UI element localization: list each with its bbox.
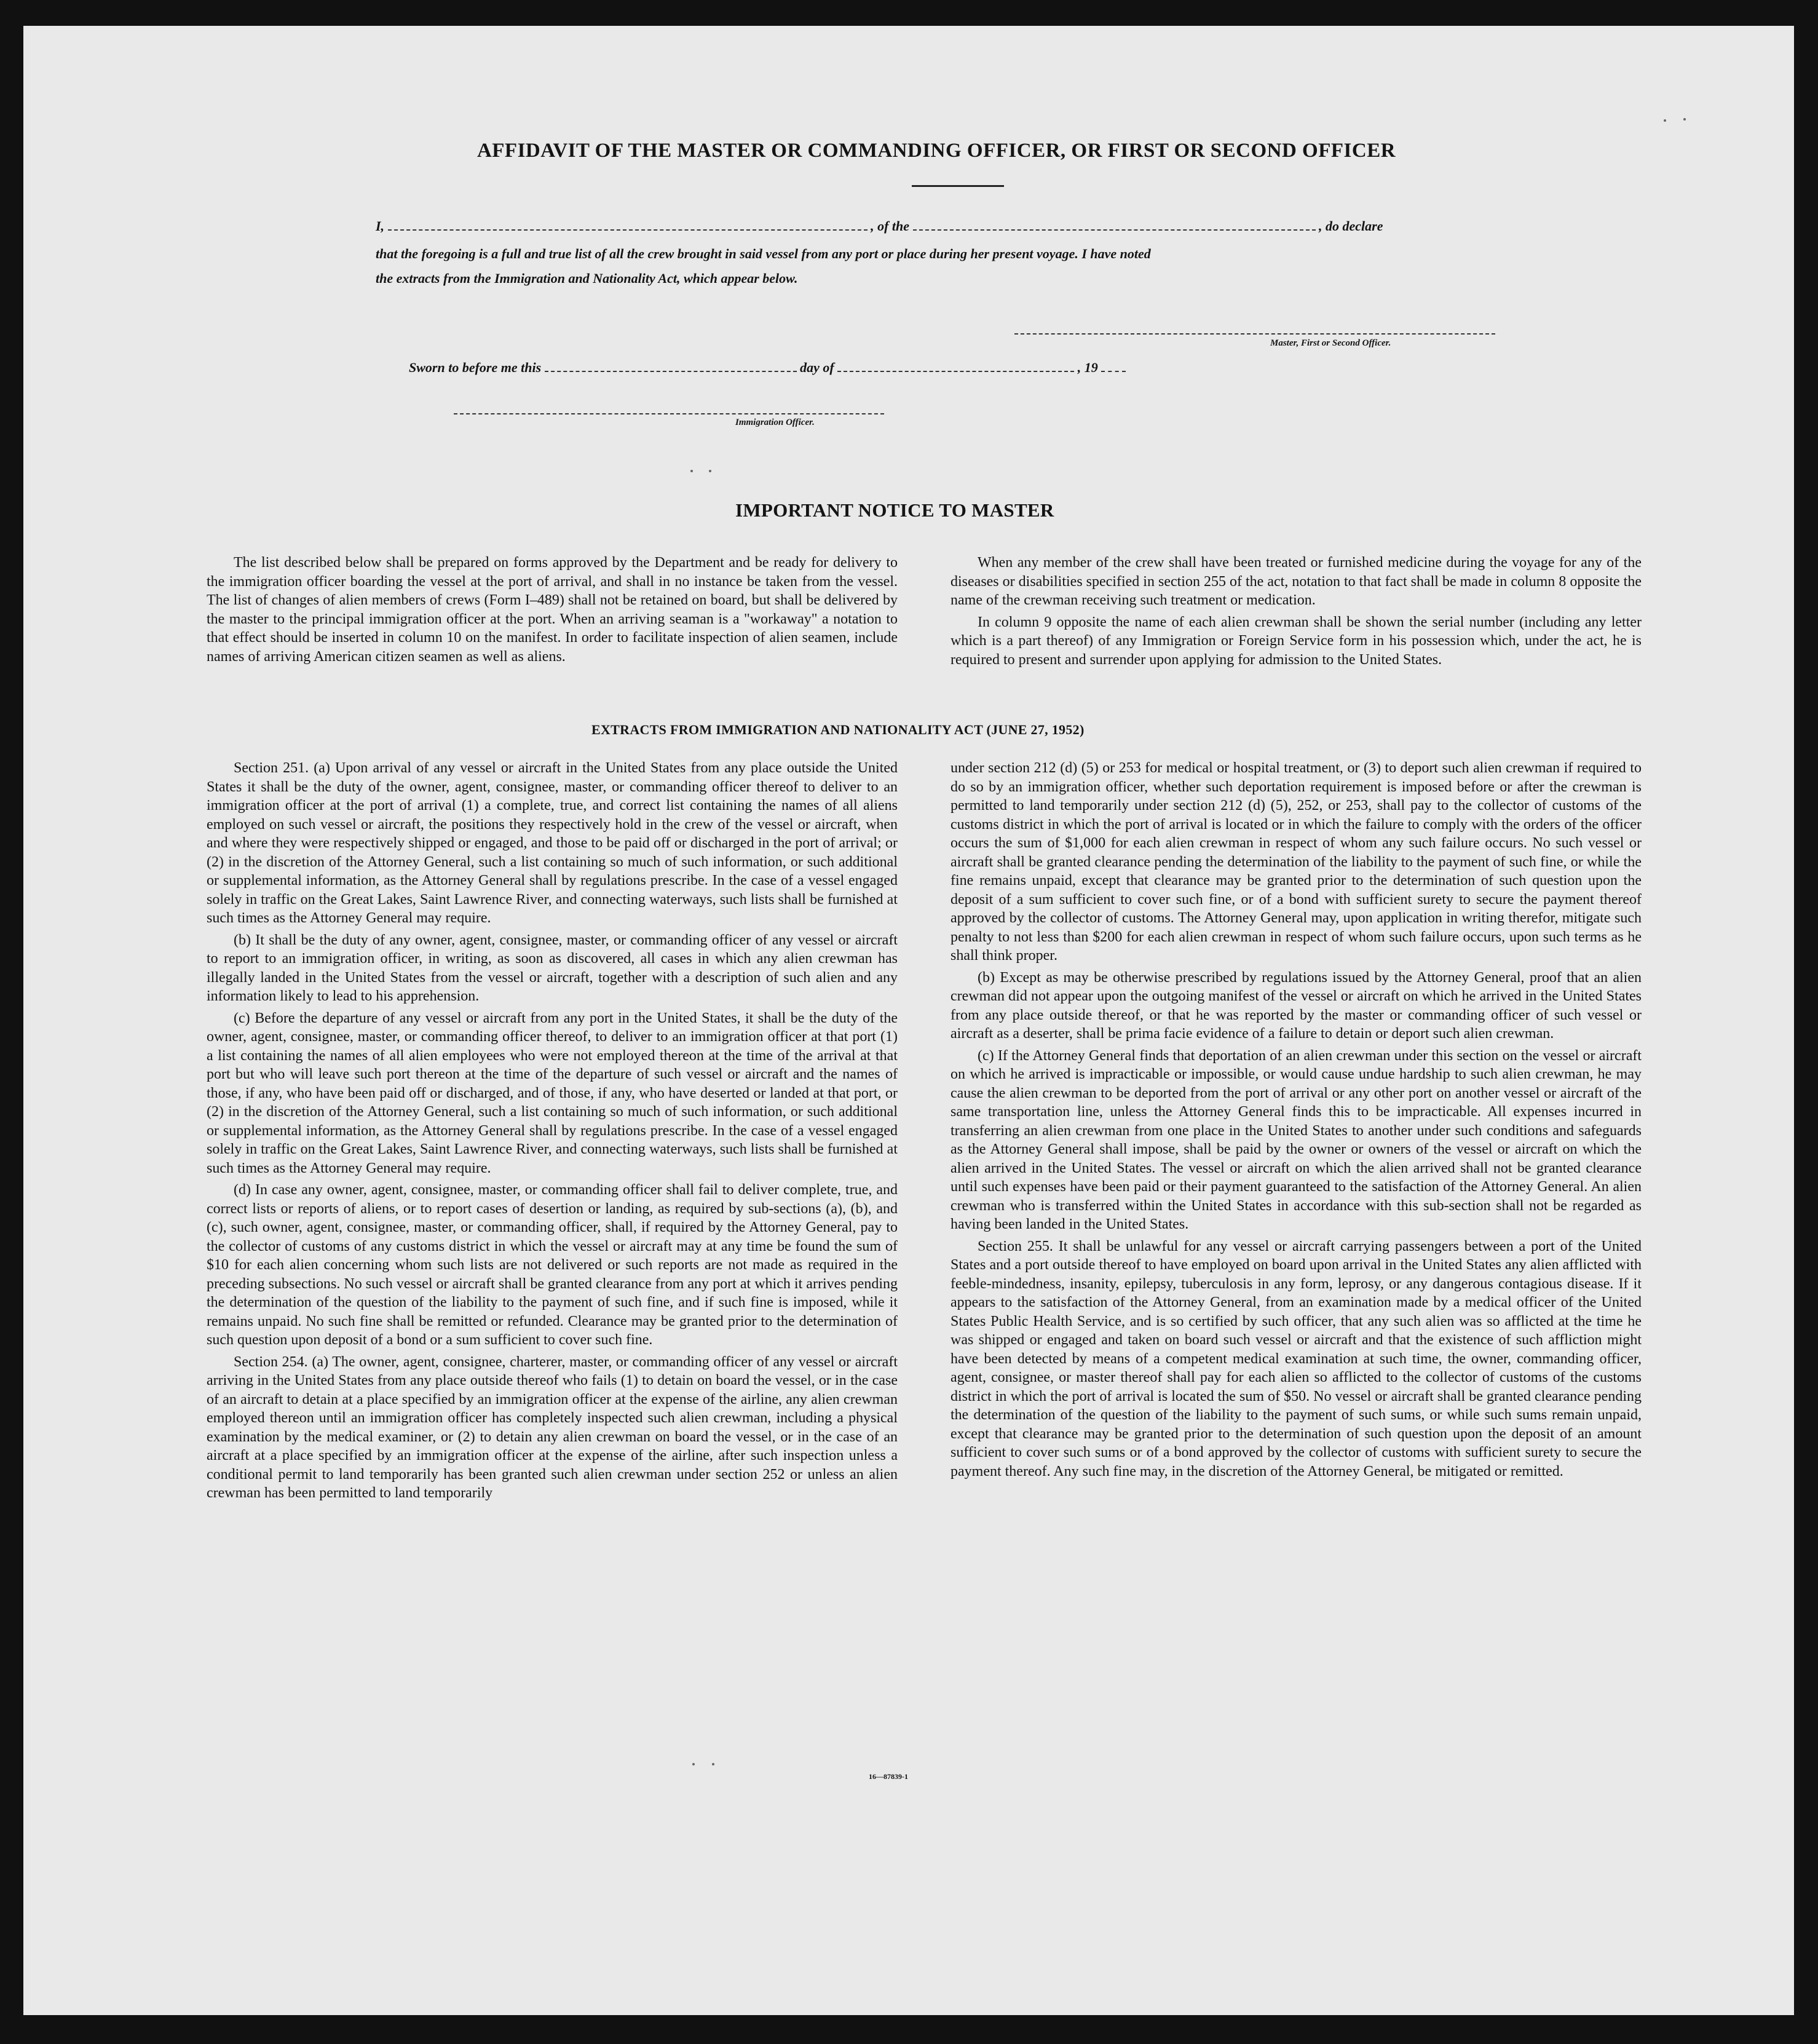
declaration-i-label: I,	[376, 218, 385, 234]
section-251-a: Section 251. (a) Upon arrival of any vessel or aircraft in the United States from any place outside the United States it shall be the duty of the owner, agent, consignee, master, or commanding officer thereof to deliver to an immigration officer at the port of arrival (1) a complete, true, and correct list containing the names of all aliens employed on such vessel or aircraft, the positions they respectively hold in the crew of the vessel or aircraft, when and where they were respectively shipped or engaged, and those to be paid off or discharged in the port of arrival; or (2) in the discretion of the Attorney General, such a list containing so much of such information, or such additional or supplemental information, as the Attorney General shall by regulations prescribe. In the case of a vessel engaged solely in traffic on the Great Lakes, Saint Lawrence River, and connecting waterways, such lists shall be furnished at such times as the Attorney General may require.	[207, 760, 898, 926]
form-code: 16—87839-1	[869, 1772, 908, 1781]
section-254-b: (b) Except as may be otherwise prescribed by regulations issued by the Attorney General, proof that an alien crewman did not appear upon the outgoing manifest of the vessel or aircraft on which he arrived in the United States from any place outside thereof, or that he was reported by the master or commanding officer of such vessel or aircraft as a deserter, shall be prima facie evidence of a failure to detain or deport such alien crewman.	[950, 969, 1642, 1042]
notice-right-paragraph-1: When any member of the crew shall have been treated or furnished medicine during the voyage for any of the diseases or disabilities specified in section 255 of the act, notation to that fact shall be made in column 8 opposite the name of the crewman receiving such treatment or medication.	[950, 555, 1642, 608]
notice-right-paragraph-2: In column 9 opposite the name of each alien crewman shall be shown the serial number (including any letter which is a part thereof) of any Immigration or Foreign Service form in his possession which, under the act, he is required to present and surrender upon applying for admission to the United States.	[950, 614, 1642, 668]
extracts-left-column	[207, 759, 898, 1506]
document-page	[23, 26, 1794, 2015]
vessel-name-field[interactable]	[913, 218, 1316, 231]
affidavit-title: AFFIDAVIT OF THE MASTER OR COMMANDING OFFICER, OR FIRST OR SECOND OFFICER	[476, 140, 1396, 162]
declarant-name-field[interactable]	[388, 218, 868, 231]
declaration-line-2: that the foregoing is a full and true list of all the crew brought in said vessel from any port or place during her present voyage. I have noted	[376, 246, 1151, 261]
scan-speck	[709, 470, 711, 472]
section-251-b: (b) It shall be the duty of any owner, agent, consignee, master, or commanding officer of any vessel or aircraft to report to an immigration officer, in writing, as soon as discovered, all cases in which any alien crewman has illegally landed in the United States from the vessel or aircraft, together with a description of such alien and any information likely to lead to his apprehension.	[207, 932, 898, 1004]
scan-speck	[1683, 118, 1686, 121]
extracts-right-column	[950, 759, 1642, 1484]
sworn-month-field[interactable]	[837, 360, 1074, 372]
section-251-d: (d) In case any owner, agent, consignee, master, or commanding officer shall fail to deliver complete, true, and correct lists or reports of aliens, or to report cases of desertion or landing, as required by sub-sections (a), (b), and (c), such owner, agent, consignee, master, or commanding officer, shall, if required by the Attorney General, pay to the collector of customs of any customs district in which the vessel or aircraft may at any time be found the sum of $10 for each alien concerning whom such lists are not delivered or such reports are not made as required in the preceding subsections. No such vessel or aircraft shall be granted clearance from any port at which it arrives pending the determination of the question of the liability to the payment of such fine, and if such fine is imposed, while it remains unpaid. No such fine shall be remitted or refunded. Clearance may be granted prior to the determination of such question upon deposit of a bond or a sum sufficient to cover such fine.	[207, 1182, 898, 1348]
section-251-c: (c) Before the departure of any vessel or aircraft from any port in the United States, it shall be the duty of the owner, agent, consignee, master, or commanding officer thereof, to deliver to an immigration officer at that port (1) a list containing the names of all alien employees who were not employed thereon at the time of the arrival at that port but who will leave such port thereon at the time of the departure of such vessel or aircraft and the names of those, if any, who have been paid off or discharged, and of those, if any, who have deserted or landed at that port, or (2) in the discretion of the Attorney General, such a list containing so much of such information, or such additional or supplemental information, as the Attorney General shall by regulations prescribe. In the case of a vessel engaged solely in traffic on the Great Lakes, Saint Lawrence River, and connecting waterways, such lists shall be furnished at such times as the Attorney General may require.	[207, 1010, 898, 1176]
scan-speck	[690, 470, 693, 472]
master-signature-line[interactable]	[1014, 333, 1495, 335]
notice-left-paragraph: The list described below shall be prepared on forms approved by the Department and be ready for delivery to the immigration officer boarding the vessel at the port of arrival, and shall in no instance be taken from the vessel. The list of changes of alien members of crews (Form I–489) shall not be retained on board, but shall be delivered by the master to the principal immigration officer at the port. When an arriving seaman is a "workaway" a notation to that effect should be inserted in column 10 on the manifest. In order to facilitate inspection of alien seamen, include names of arriving American citizen seamen as well as aliens.	[207, 555, 898, 665]
title-underline	[912, 185, 1004, 187]
notice-heading: IMPORTANT NOTICE TO MASTER	[735, 499, 1054, 521]
year-prefix-label: , 19	[1077, 360, 1098, 375]
declaration-line-1	[376, 218, 1501, 234]
master-signature-caption: Master, First or Second Officer.	[1270, 338, 1391, 348]
sworn-label: Sworn to before me this	[409, 360, 542, 375]
extracts-heading: EXTRACTS FROM IMMIGRATION AND NATIONALITY ACT (JUNE 27, 1952)	[591, 722, 1085, 737]
scan-speck	[692, 1763, 695, 1765]
officer-signature-line[interactable]	[454, 413, 884, 414]
sworn-line	[409, 360, 1208, 376]
sworn-day-field[interactable]	[545, 360, 797, 372]
section-254-a-continued: under section 212 (d) (5) or 253 for medical or hospital treatment, or (3) to deport such alien crewman if required to do so by an immigration officer, whether such deportation requirement is imposed before or after the crewman is permitted to land temporarily under section 212 (d) (5), 252, or 253, shall pay to the collector of customs of the customs district in which the port of arrival is located or in which the failure to comply with the orders of the officer occurs the sum of $1,000 for each alien crewman in respect of whom any such failure occurs. No such vessel or aircraft shall be granted clearance pending the determination of the liability to the payment of such fine, or while the fine remains unpaid, except that clearance may be granted prior to the determination of such question upon the deposit of a sum sufficient to cover such fine, or of a bond with sufficient surety to secure the payment thereof approved by the collector of customs. The Attorney General may, upon application in writing therefor, mitigate such penalty to not less than $200 for each alien crewman in respect of whom such failure occurs, upon such terms as he shall think proper.	[950, 760, 1642, 964]
notice-left-column	[207, 553, 898, 669]
day-of-label: day of	[800, 360, 834, 375]
declaration-do-declare-label: , do declare	[1319, 218, 1383, 234]
declaration-of-the-label: , of the	[871, 218, 910, 234]
notice-right-column	[950, 553, 1642, 672]
declaration-line-3: the extracts from the Immigration and Nationality Act, which appear below.	[376, 271, 798, 286]
section-254-a: Section 254. (a) The owner, agent, consignee, charterer, master, or commanding officer of any vessel or aircraft arriving in the United States from any place outside thereof who fails (1) to detain on board the vessel, or in the case of an aircraft to detain at a place specified by an immigration officer at the expense of the airline, any alien crewman employed thereon until an immigration officer has completely inspected such alien crewman, including a physical examination by the medical examiner, or (2) to detain any alien crewman on board the vessel, or in the case of an aircraft at a place specified by an immigration officer at the expense of the airline, after such inspection unless a conditional permit to land temporarily has been granted such alien crewman under section 252 or unless an alien crewman has been permitted to land temporarily	[207, 1353, 898, 1501]
sworn-year-field[interactable]	[1101, 360, 1126, 372]
section-255: Section 255. It shall be unlawful for any vessel or aircraft carrying passengers between a port of the United States and a port outside thereof to have employed on board upon arrival in the United States any alien afflicted with feeble-mindedness, insanity, epilepsy, tuberculosis in any form, leprosy, or any dangerous contagious disease. If it appears to the satisfaction of the Attorney General, from an examination made by a medical officer of the United States Public Health Service, and is so certified by such officer, that any such alien was so afflicted at the time he was shipped or engaged and taken on board such vessel or aircraft and that the existence of such affliction might have been detected by means of a competent medical examination at such time, the owner, commanding officer, agent, consignee, or master thereof shall pay for each alien so afflicted to the collector of customs of the customs district in which the port of arrival is located the sum of $50. No vessel or aircraft shall be granted clearance pending the determination of the question of the liability to the payment of such sums, or while such sums remain unpaid, except that clearance may be granted prior to the determination of such question upon the deposit of an amount sufficient to cover such sums or of a bond approved by the collector of customs with sufficient surety to secure the payment thereof. Any such fine may, in the discretion of the Attorney General, be mitigated or remitted.	[950, 1238, 1642, 1480]
scan-speck	[712, 1763, 714, 1765]
officer-signature-caption: Immigration Officer.	[735, 418, 815, 427]
scan-speck	[1664, 119, 1666, 122]
section-254-c: (c) If the Attorney General finds that deportation of an alien crewman under this section on the vessel or aircraft on which he arrived is impracticable or impossible, or would cause undue hardship to such alien crewman, he may cause the alien crewman to be deported from the port of arrival or any other port on another vessel or aircraft of the same transportation line, unless the Attorney General finds this to be impracticable. All expenses incurred in transferring an alien crewman from one place in the United States to another under such conditions and safeguards as the Attorney General shall impose, shall be paid by the owner or owners of the vessel or aircraft on which the alien arrived in the United States. The vessel or aircraft on which the alien arrived shall not be granted clearance until such expenses have been paid or their payment guaranteed to the satisfaction of the Attorney General. An alien crewman who is transferred within the United States in accordance with this sub-section shall not be regarded as having been landed in the United States.	[950, 1047, 1642, 1232]
